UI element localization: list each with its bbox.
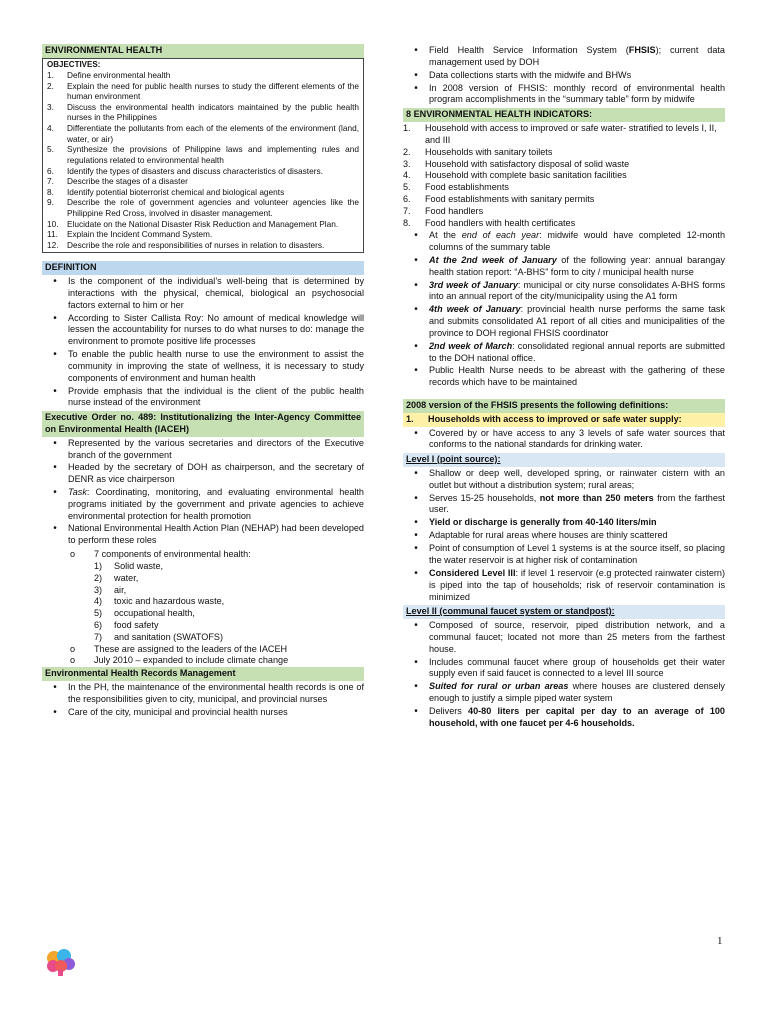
section-title-definition: DEFINITION [42, 261, 364, 275]
bullet-icon: • [414, 340, 418, 352]
section-title-indicators: 8 ENVIRONMENTAL HEALTH INDICATORS: [403, 108, 725, 122]
list-item: • 3rd week of January: municipal or city nurse consolidates A-BHS forms into an annual report of the city/municipality using the A1 form [403, 280, 725, 304]
bullet-icon: • [414, 656, 418, 668]
indicator-item: 4. Household with complete basic sanitation facilities [403, 170, 627, 181]
bullet-icon: • [53, 462, 57, 474]
list-item: • Is the component of the individual’s well-being that is determined by interactions with the physical, chemical, biological an psychosocial factors external to him or her [42, 276, 364, 311]
list-item: • Represented by the various secretaries and directors of the Executive branch of the government [42, 438, 364, 462]
indicator-item: 3. Household with satisfactory disposal of solid waste [403, 158, 630, 169]
circle-bullet-icon: o [70, 655, 76, 666]
indicator-item: 7. Food handlers [403, 205, 484, 216]
indicator-item: 6. Food establishments with sanitary permits [403, 193, 595, 204]
component-item: 6) food safety [94, 619, 159, 630]
bullet-icon: • [53, 349, 57, 361]
component-item: 5) occupational health, [94, 608, 195, 619]
bullet-icon: • [414, 468, 418, 479]
sub-item: o These are assigned to the leaders of the IACEH [70, 643, 288, 654]
list-item: • Suited for rural or urban areas where houses are clustered densely enough to justify a simple piped water system [403, 681, 725, 705]
list-item: • Public Health Nurse needs to be abreast with the gathering of these records which have to be maintained [403, 365, 725, 389]
objective-item: 11. Explain the Incident Command System. [47, 229, 213, 240]
list-item: • Yield or discharge is generally from 40-140 liters/min [403, 517, 725, 529]
list-item: • At the end of each year: midwife would have completed 12-month columns of the summary table [403, 230, 725, 254]
list-item: • Delivers 40-80 liters per capital per day to an average of 100 household, with one faucet per 4-6 households. [403, 706, 725, 730]
section-title-records-management: Environmental Health Records Management [42, 667, 364, 681]
bullet-icon: • [414, 530, 418, 542]
objective-item: 12. Describe the role and responsibilities of nurses in relation to disasters. [47, 239, 325, 250]
bullet-icon: • [53, 312, 57, 324]
safe-water-list [403, 428, 725, 452]
task-label: Task [68, 487, 87, 498]
list-item: • Point of consumption of Level 1 systems is at the source itself, so placing the water reservoir is at higher risk of contamination [403, 543, 725, 567]
fhsis-list [403, 45, 725, 106]
bullet-icon: • [414, 492, 418, 504]
bullet-icon: • [414, 45, 418, 56]
bullet-icon: • [414, 620, 418, 632]
list-item: • Task: Coordinating, monitoring, and evaluating environmental health programs initiated by the government and private agencies to achieve environmental protection for health promotion [42, 487, 364, 522]
bullet-icon: • [414, 365, 418, 377]
list-item: • Field Health Service Information System (FHSIS); current data management used by DOH [403, 45, 725, 69]
level-2-list [403, 620, 725, 729]
bullet-icon: • [414, 255, 418, 266]
bullet-icon: • [414, 82, 418, 94]
component-item: 1) Solid waste, [94, 560, 164, 571]
list-item: • 2nd week of March: consolidated regional annual reports are submitted to the DOH national office. [403, 341, 725, 365]
component-item: 7) and sanitation (SWATOFS) [94, 631, 223, 642]
bullet-icon: • [414, 279, 418, 291]
list-item: • In the PH, the maintenance of the environmental health records is one of the responsibilities given to city, municipal, and provincial nurses [42, 682, 364, 706]
list-item: • According to Sister Callista Roy: No amount of medical knowledge will lessen the accountability for nurses to do what nurses to do: manage the environment to promote positive life processes [42, 313, 364, 348]
objective-item: 3. Discuss the environmental health indicators maintained by the public health nurses in the Philippines [47, 101, 359, 123]
list-item: • To enable the public health nurse to use the environment to assist the community in improving the state of wellness, it is necessary to study components of environment and human health [42, 349, 364, 384]
objective-item: 4. Differentiate the pollutants from each of the elements of the environment (land, water, or air) [47, 123, 359, 144]
list-item: • Headed by the secretary of DOH as chairperson, and the secretary of DENR as vice chairperson [42, 462, 364, 486]
bullet-icon: • [414, 69, 418, 81]
section-title-level-1: Level I (point source): [403, 453, 725, 467]
circle-bullet-icon: o [70, 549, 76, 560]
indicator-item: 2. Households with sanitary toilets [403, 146, 553, 157]
list-item: • Data collections starts with the midwife and BHWs [403, 70, 725, 82]
list-item: • Composed of source, reservoir, piped distribution network, and a communal faucet; located not more than 25 meters from the farthest house. [403, 620, 725, 655]
bullet-icon: • [414, 230, 418, 242]
executive-order-list [42, 438, 364, 547]
list-item: • Adaptable for rural areas where houses are thinly scattered [403, 530, 725, 542]
right-column [403, 44, 725, 731]
bullet-icon: • [53, 706, 57, 718]
indicator-item: 1. Household with access to improved or safe water- stratified to levels I, II, and III [403, 123, 717, 145]
bullet-icon: • [414, 427, 418, 439]
sub-item: o 7 components of environmental health: [70, 549, 251, 560]
list-item: • Care of the city, municipal and provincial health nurses [42, 707, 364, 719]
definition-list [42, 276, 364, 409]
list-item: • At the 2nd week of January of the following year: annual barangay health station report: “A-BHS” form to city / municipal health nurse [403, 255, 725, 279]
bullet-icon: • [53, 682, 57, 694]
bullet-icon: • [53, 437, 57, 449]
objective-item: 6. Identify the types of disasters and discuss characteristics of disasters. [47, 165, 323, 176]
component-item: 2) water, [94, 572, 139, 583]
bullet-icon: • [414, 681, 418, 693]
bullet-icon: • [53, 276, 57, 288]
objectives-label: OBJECTIVES: [47, 59, 101, 69]
section-title-level-2: Level II (communal faucet system or standpost): [403, 605, 725, 619]
bullet-icon: • [414, 705, 418, 717]
subsection-safe-water: 1. Households with access to improved or safe water supply: [403, 413, 725, 427]
bullet-icon: • [414, 543, 418, 555]
objective-item: 5. Synthesize the provisions of Philippine laws and implementing rules and regulations related to environmental health [47, 144, 359, 165]
list-item: • In 2008 version of FHSIS: monthly record of environmental health program accomplishments in the “summary table” form by midwife [403, 83, 725, 107]
component-item: 4) toxic and hazardous waste, [94, 596, 225, 607]
sub-list [42, 549, 364, 561]
objectives-box [42, 58, 364, 254]
section-title-executive-order: Executive Order no. 489: Institutionalizing the Inter-Agency Committee on Environmental Health (IACEH) [42, 411, 364, 437]
sub-item: o July 2010 – expanded to include climate change [70, 655, 289, 666]
brain-logo-icon [44, 948, 78, 978]
objectives-list [47, 70, 359, 250]
list-item: • Covered by or have access to any 3 levels of safe water sources that conforms to the national standards for drinking water. [403, 428, 725, 452]
level-1-list [403, 468, 725, 603]
list-item: • Serves 15-25 households, not more than 250 meters from the farthest user. [403, 493, 725, 517]
objective-item: 10. Elucidate on the National Disaster Risk Reduction and Management Plan. [47, 218, 339, 229]
bullet-icon: • [53, 385, 57, 397]
schedule-list [403, 230, 725, 389]
objective-item: 9. Describe the role of government agencies and volunteer agencies like the Philippine Red Cross, involved in disaster management. [47, 197, 359, 218]
bullet-icon: • [414, 567, 418, 579]
list-item: • Provide emphasis that the individual is the client of the public health nurse instead of the environment [42, 386, 364, 410]
section-title-2008-definitions: 2008 version of the FHSIS presents the following definitions: [403, 399, 725, 413]
list-item: • National Environmental Health Action Plan (NEHAP) had been developed to perform these roles [42, 523, 364, 547]
indicators-list [403, 123, 725, 229]
circle-bullet-icon: o [70, 643, 76, 654]
left-column [42, 44, 364, 721]
indicator-item: 8. Food handlers with health certificates [403, 217, 576, 228]
page-number: 1 [717, 935, 723, 947]
section-title-environmental-health: ENVIRONMENTAL HEALTH [42, 44, 364, 58]
bullet-icon: • [414, 517, 418, 529]
list-item: • Considered Level III: if level 1 reservoir (e.g protected rainwater cistern) is piped into the tap of households; risk of reservoir contamination is minimized [403, 568, 725, 603]
objective-item: 1. Define environmental health [47, 70, 171, 81]
objective-item: 2. Explain the need for public health nurses to study the different elements of the human environment [47, 80, 359, 102]
components-list [42, 561, 364, 644]
records-list [42, 682, 364, 719]
bullet-icon: • [53, 487, 57, 499]
objective-item: 7. Describe the stages of a disaster [47, 176, 188, 187]
objective-item: 8. Identify potential bioterrorist chemical and biological agents [47, 186, 285, 197]
list-item: • Shallow or deep well, developed spring, or rainwater cistern with an outlet but without a distribution system; rural areas; [403, 468, 725, 492]
component-item: 3) air, [94, 584, 127, 595]
indicator-item: 5. Food establishments [403, 182, 509, 193]
bullet-icon: • [414, 304, 418, 316]
list-item: • 4th week of January: provincial health nurse performs the same task and submits consolidated A1 report of all cities and municipalities of the province to DOH regional FHSIS coordinator [403, 304, 725, 339]
list-item: • Includes communal faucet where group of households get their water supply even if said faucet is connected to a level III source [403, 657, 725, 681]
bullet-icon: • [53, 523, 57, 535]
sub-list [42, 644, 364, 668]
